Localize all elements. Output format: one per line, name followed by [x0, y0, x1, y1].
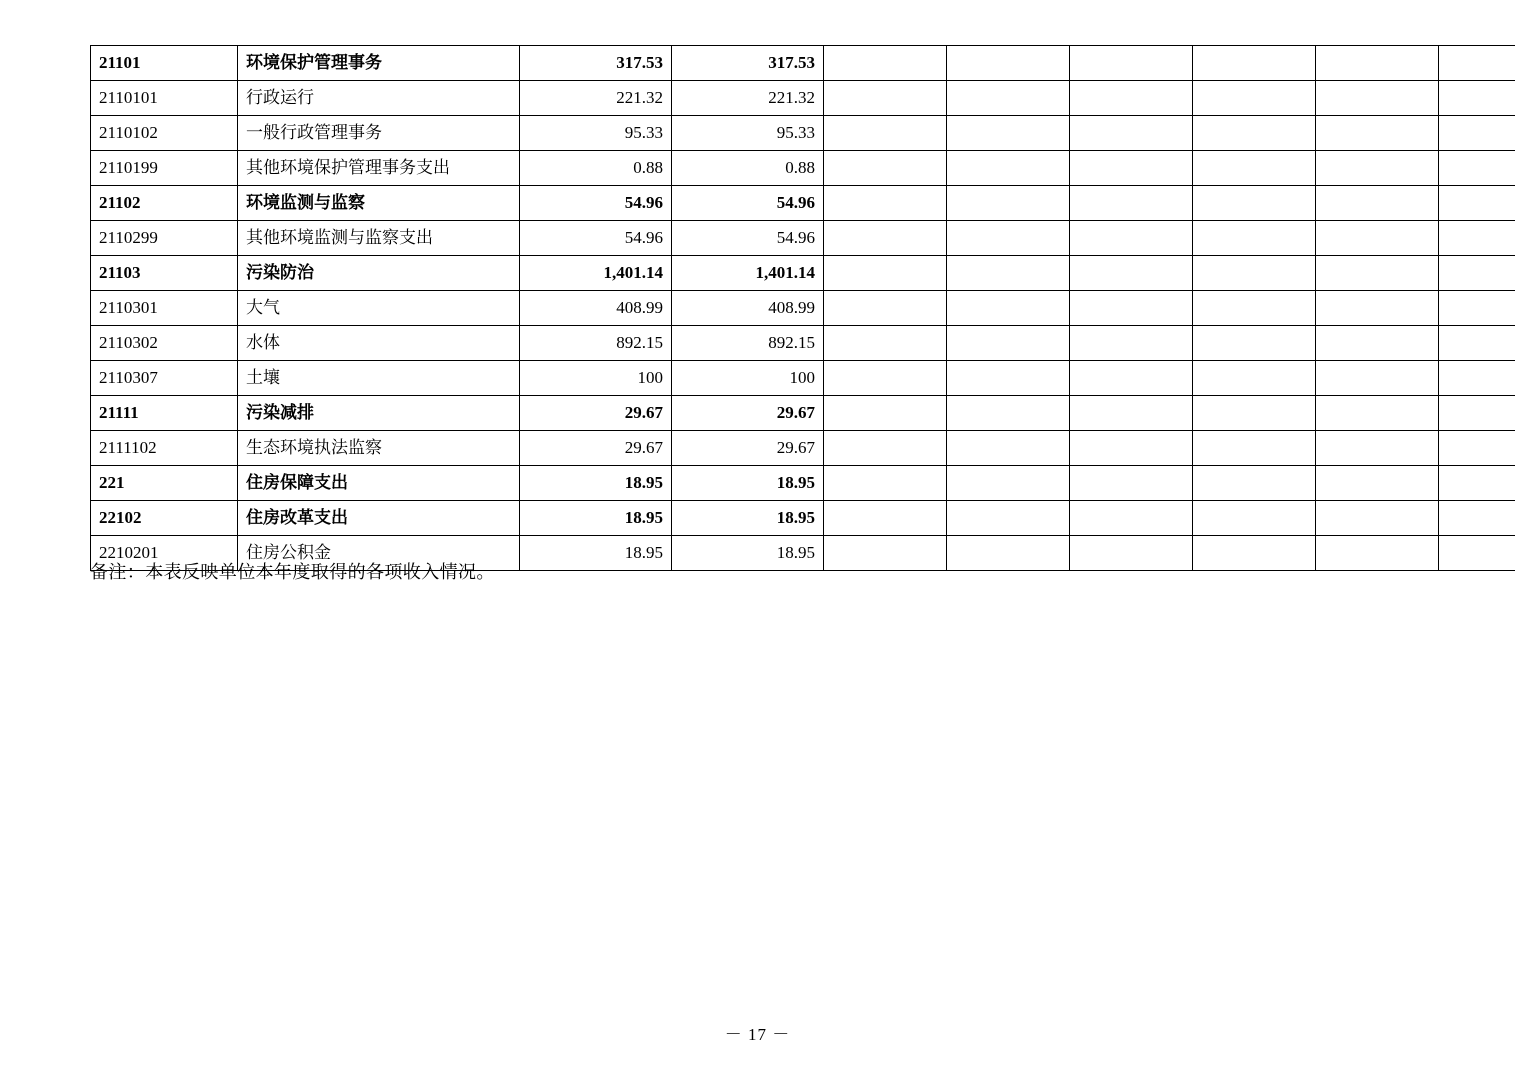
cell-empty [1316, 536, 1439, 571]
cell-name: 住房公积金 [238, 536, 520, 571]
cell-empty [824, 536, 947, 571]
cell-amount-basic: 54.96 [672, 186, 824, 221]
cell-empty [1439, 536, 1515, 571]
cell-amount-total: 0.88 [520, 151, 672, 186]
cell-empty [1070, 221, 1193, 256]
cell-amount-total: 100 [520, 361, 672, 396]
cell-empty [1193, 221, 1316, 256]
cell-code: 2110302 [91, 326, 238, 361]
cell-amount-total: 408.99 [520, 291, 672, 326]
cell-amount-basic: 408.99 [672, 291, 824, 326]
table-row [91, 291, 1515, 326]
cell-amount-total: 18.95 [520, 466, 672, 501]
cell-empty [824, 361, 947, 396]
cell-empty [1070, 151, 1193, 186]
cell-empty [947, 81, 1070, 116]
cell-empty [947, 431, 1070, 466]
cell-empty [1070, 291, 1193, 326]
cell-amount-basic: 18.95 [672, 501, 824, 536]
cell-empty [1070, 116, 1193, 151]
cell-empty [947, 536, 1070, 571]
cell-empty [1193, 326, 1316, 361]
cell-empty [1316, 256, 1439, 291]
table-body [91, 46, 1515, 571]
cell-empty [1193, 151, 1316, 186]
budget-expenditure-table [90, 45, 1515, 571]
cell-name: 环境保护管理事务 [238, 46, 520, 81]
cell-empty [1193, 116, 1316, 151]
cell-empty [1439, 256, 1515, 291]
cell-amount-total: 29.67 [520, 396, 672, 431]
cell-code: 21101 [91, 46, 238, 81]
cell-empty [1439, 221, 1515, 256]
cell-amount-basic: 29.67 [672, 431, 824, 466]
cell-amount-total: 54.96 [520, 186, 672, 221]
cell-empty [947, 186, 1070, 221]
cell-amount-basic: 18.95 [672, 466, 824, 501]
cell-empty [824, 116, 947, 151]
cell-empty [824, 501, 947, 536]
cell-empty [1316, 466, 1439, 501]
cell-empty [1193, 536, 1316, 571]
cell-code: 2110102 [91, 116, 238, 151]
cell-empty [1193, 256, 1316, 291]
cell-amount-basic: 892.15 [672, 326, 824, 361]
cell-amount-total: 29.67 [520, 431, 672, 466]
cell-amount-basic: 0.88 [672, 151, 824, 186]
cell-name: 其他环境保护管理事务支出 [238, 151, 520, 186]
cell-empty [1316, 431, 1439, 466]
cell-amount-total: 317.53 [520, 46, 672, 81]
cell-empty [824, 151, 947, 186]
cell-empty [1193, 466, 1316, 501]
cell-empty [947, 326, 1070, 361]
cell-code: 2210201 [91, 536, 238, 571]
cell-empty [1316, 291, 1439, 326]
cell-empty [947, 151, 1070, 186]
table-row [91, 431, 1515, 466]
table-row [91, 326, 1515, 361]
cell-amount-basic: 18.95 [672, 536, 824, 571]
cell-name: 行政运行 [238, 81, 520, 116]
cell-empty [947, 221, 1070, 256]
cell-amount-basic: 317.53 [672, 46, 824, 81]
cell-empty [1316, 46, 1439, 81]
cell-code: 2110101 [91, 81, 238, 116]
cell-empty [1439, 81, 1515, 116]
cell-empty [824, 396, 947, 431]
cell-empty [947, 466, 1070, 501]
cell-empty [1316, 361, 1439, 396]
cell-empty [1439, 291, 1515, 326]
cell-empty [1439, 326, 1515, 361]
cell-code: 21102 [91, 186, 238, 221]
cell-empty [824, 291, 947, 326]
cell-empty [1193, 396, 1316, 431]
cell-amount-total: 1,401.14 [520, 256, 672, 291]
cell-empty [824, 326, 947, 361]
cell-empty [1193, 46, 1316, 81]
cell-code: 2110199 [91, 151, 238, 186]
table-row [91, 81, 1515, 116]
cell-empty [1193, 81, 1316, 116]
cell-empty [1193, 186, 1316, 221]
table-row [91, 186, 1515, 221]
cell-code: 2111102 [91, 431, 238, 466]
cell-code: 2110301 [91, 291, 238, 326]
cell-empty [1316, 396, 1439, 431]
cell-empty [824, 256, 947, 291]
cell-amount-basic: 29.67 [672, 396, 824, 431]
cell-empty [1070, 466, 1193, 501]
cell-amount-total: 54.96 [520, 221, 672, 256]
cell-empty [947, 46, 1070, 81]
cell-empty [947, 361, 1070, 396]
cell-empty [1439, 466, 1515, 501]
cell-name: 住房改革支出 [238, 501, 520, 536]
table-row [91, 361, 1515, 396]
cell-empty [1070, 326, 1193, 361]
cell-code: 2110299 [91, 221, 238, 256]
cell-empty [824, 431, 947, 466]
cell-name: 生态环境执法监察 [238, 431, 520, 466]
cell-amount-total: 892.15 [520, 326, 672, 361]
table-note: 备注：本表反映单位本年度取得的各项收入情况。 [90, 562, 495, 582]
cell-empty [1439, 186, 1515, 221]
cell-empty [1070, 186, 1193, 221]
cell-empty [1070, 256, 1193, 291]
table-row [91, 221, 1515, 256]
table-row [91, 151, 1515, 186]
table-row [91, 256, 1515, 291]
cell-name: 其他环境监测与监察支出 [238, 221, 520, 256]
cell-empty [1070, 536, 1193, 571]
cell-empty [1439, 116, 1515, 151]
cell-empty [1439, 396, 1515, 431]
table-row [91, 116, 1515, 151]
cell-name: 住房保障支出 [238, 466, 520, 501]
cell-empty [1316, 186, 1439, 221]
cell-code: 221 [91, 466, 238, 501]
cell-amount-basic: 1,401.14 [672, 256, 824, 291]
cell-empty [1070, 46, 1193, 81]
cell-empty [1070, 501, 1193, 536]
cell-empty [1439, 501, 1515, 536]
cell-amount-total: 18.95 [520, 501, 672, 536]
cell-name: 水体 [238, 326, 520, 361]
cell-amount-total: 221.32 [520, 81, 672, 116]
table-row [91, 466, 1515, 501]
cell-empty [947, 116, 1070, 151]
cell-name: 一般行政管理事务 [238, 116, 520, 151]
cell-empty [824, 186, 947, 221]
cell-empty [824, 46, 947, 81]
cell-empty [1316, 501, 1439, 536]
cell-empty [1070, 361, 1193, 396]
cell-empty [824, 466, 947, 501]
cell-amount-total: 95.33 [520, 116, 672, 151]
cell-name: 环境监测与监察 [238, 186, 520, 221]
cell-name: 土壤 [238, 361, 520, 396]
cell-empty [1193, 361, 1316, 396]
table-row [91, 396, 1515, 431]
cell-empty [1439, 46, 1515, 81]
table-row [91, 501, 1515, 536]
cell-amount-basic: 221.32 [672, 81, 824, 116]
cell-amount-total: 18.95 [520, 536, 672, 571]
cell-empty [1316, 151, 1439, 186]
cell-code: 22102 [91, 501, 238, 536]
cell-empty [947, 501, 1070, 536]
cell-name: 污染防治 [238, 256, 520, 291]
cell-code: 21111 [91, 396, 238, 431]
cell-empty [1316, 326, 1439, 361]
page-number: － 17 － [724, 1025, 791, 1044]
cell-name: 大气 [238, 291, 520, 326]
cell-empty [1193, 501, 1316, 536]
cell-empty [824, 221, 947, 256]
cell-empty [824, 81, 947, 116]
cell-empty [947, 396, 1070, 431]
cell-empty [1070, 396, 1193, 431]
cell-empty [1439, 361, 1515, 396]
cell-empty [1193, 431, 1316, 466]
cell-empty [1316, 116, 1439, 151]
cell-amount-basic: 95.33 [672, 116, 824, 151]
cell-empty [1316, 81, 1439, 116]
cell-name: 污染减排 [238, 396, 520, 431]
table-row [91, 46, 1515, 81]
cell-empty [947, 256, 1070, 291]
cell-empty [1439, 151, 1515, 186]
cell-empty [1316, 221, 1439, 256]
cell-empty [1070, 431, 1193, 466]
cell-code: 2110307 [91, 361, 238, 396]
cell-empty [1193, 291, 1316, 326]
cell-amount-basic: 100 [672, 361, 824, 396]
cell-empty [1070, 81, 1193, 116]
cell-empty [1439, 431, 1515, 466]
cell-code: 21103 [91, 256, 238, 291]
cell-amount-basic: 54.96 [672, 221, 824, 256]
cell-empty [947, 291, 1070, 326]
